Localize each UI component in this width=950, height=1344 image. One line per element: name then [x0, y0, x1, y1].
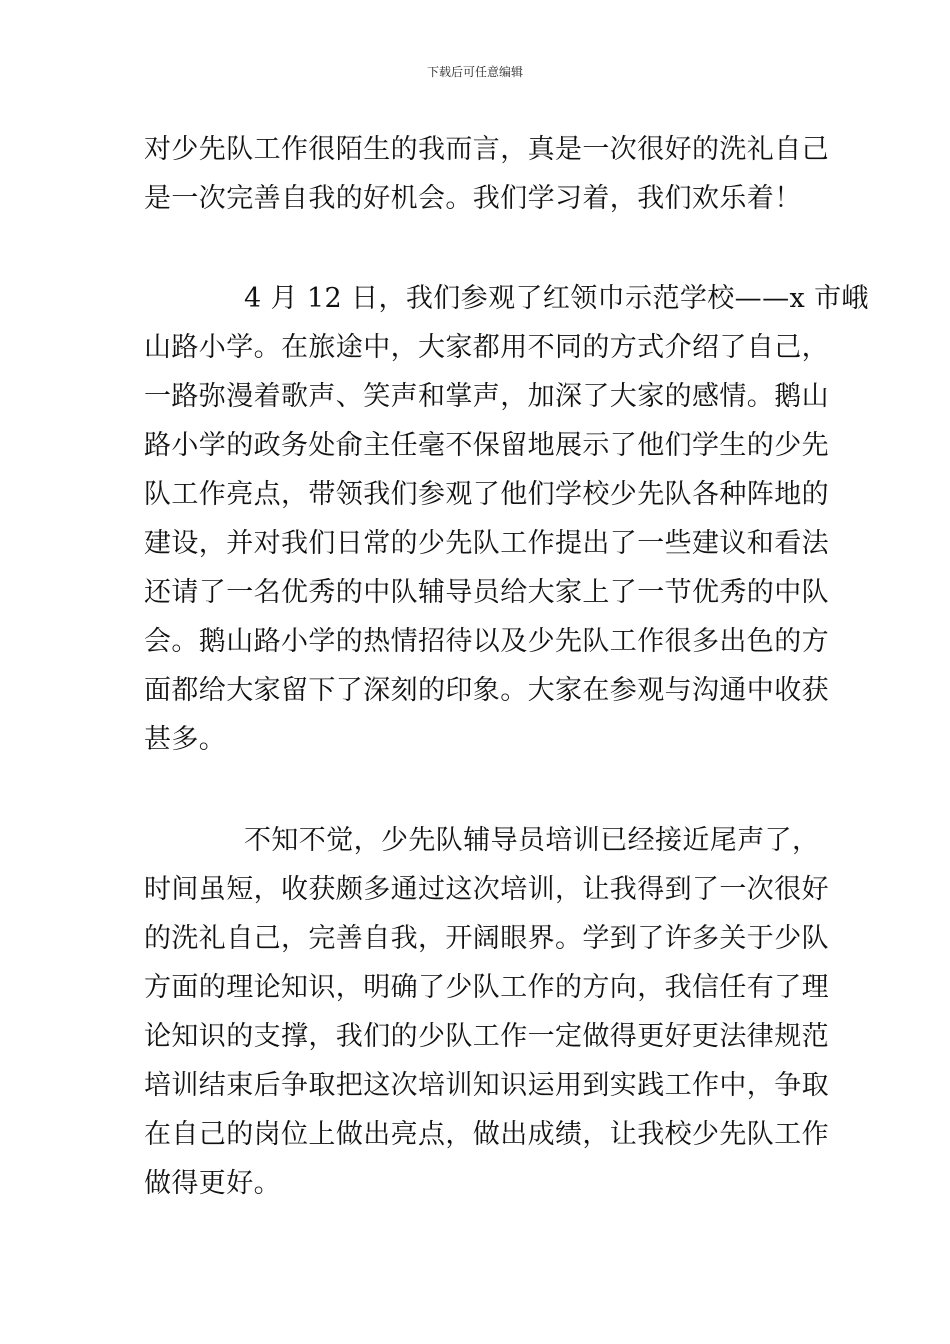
text-line: 方面的理论知识，明确了少队工作的方向，我信任有了理	[144, 972, 829, 1003]
text-line: 一路弥漫着歌声、笑声和掌声，加深了大家的感情。鹅山	[144, 381, 829, 412]
text-line: 时间虽短，收获颇多通过这次培训，让我得到了一次很好	[144, 874, 829, 905]
text-line: 在自己的岗位上做出亮点，做出成绩，让我校少先队工作	[144, 1119, 829, 1150]
text-line: 4 月 12 日，我们参观了红领巾示范学校——x 市峨	[244, 283, 869, 314]
text-line: 山路小学。在旅途中，大家都用不同的方式介绍了自己，	[144, 332, 829, 363]
text-line: 会。鹅山路小学的热情招待以及少先队工作很多出色的方	[144, 626, 829, 657]
text-line: 不知不觉，少先队辅导员培训已经接近尾声了，	[244, 825, 820, 856]
text-line: 建设，并对我们日常的少先队工作提出了一些建议和看法	[144, 528, 829, 559]
text-line: 队工作亮点，带领我们参观了他们学校少先队各种阵地的	[144, 479, 829, 510]
text-line: 做得更好。	[144, 1168, 281, 1199]
text-line: 论知识的支撑，我们的少队工作一定做得更好更法律规范	[144, 1021, 829, 1052]
text-line: 是一次完善自我的好机会。我们学习着，我们欢乐着！	[144, 183, 802, 214]
page-header: 下载后可任意编辑	[426, 65, 523, 79]
text-line: 还请了一名优秀的中队辅导员给大家上了一节优秀的中队	[144, 577, 829, 608]
text-line: 培训结束后争取把这次培训知识运用到实践工作中，争取	[144, 1070, 829, 1101]
text-line: 路小学的政务处俞主任毫不保留地展示了他们学生的少先	[144, 430, 829, 461]
text-line: 甚多。	[144, 724, 227, 755]
text-line: 对少先队工作很陌生的我而言，真是一次很好的洗礼自己	[144, 134, 829, 165]
text-line: 面都给大家留下了深刻的印象。大家在参观与沟通中收获	[144, 675, 829, 706]
text-line: 的洗礼自己，完善自我，开阔眼界。学到了许多关于少队	[144, 923, 829, 954]
